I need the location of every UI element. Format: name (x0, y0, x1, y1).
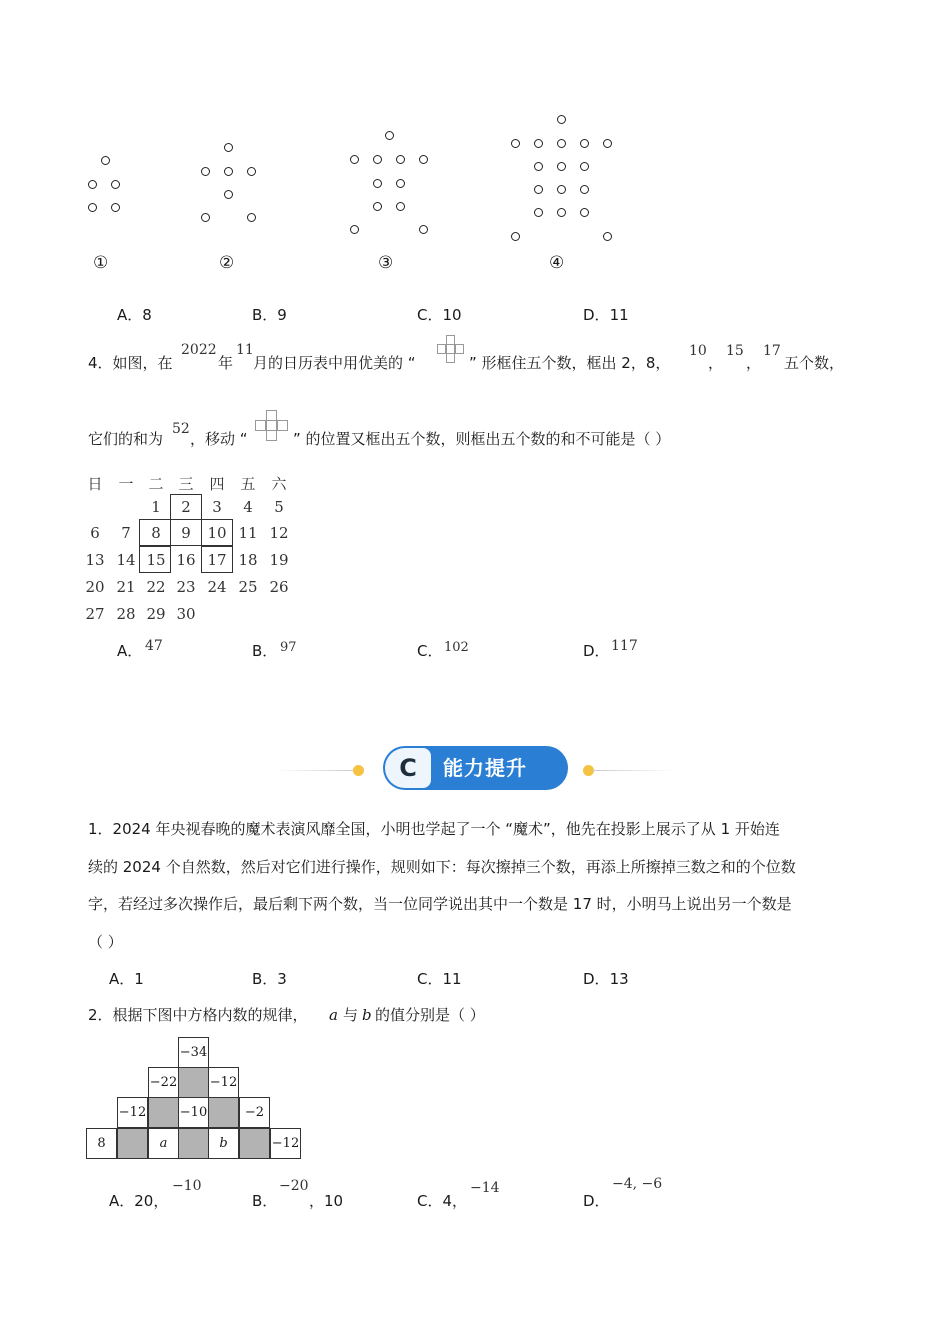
q4-text: 五个数， (784, 354, 845, 372)
p2-option-a-sup: −10 (172, 1178, 202, 1194)
dot (385, 131, 394, 140)
calendar-head: 四 (209, 475, 225, 493)
calendar-day: 28 (116, 605, 136, 623)
calendar-day: 20 (85, 578, 105, 596)
calendar-day: 24 (207, 578, 227, 596)
calendar-head: 一 (118, 475, 134, 493)
calendar-day: 25 (238, 578, 258, 596)
calendar-head: 五 (240, 475, 256, 493)
pyramid-cell-b: b (208, 1128, 239, 1159)
p2-var-a: a (329, 1006, 338, 1024)
p1-option-b[interactable]: B．3 (252, 970, 287, 988)
p1-line: 字，若经过多次操作后，最后剩下两个数，当一位同学说出其中一个数是 17 时，小明马上说出另一个数是 (88, 895, 792, 913)
calendar-day: 5 (274, 498, 284, 516)
pyramid-cell-shaded (178, 1128, 209, 1159)
q4-option-d[interactable]: D． (583, 642, 610, 660)
banner-line-left (275, 770, 357, 771)
pyramid-cell: −2 (239, 1097, 270, 1128)
dot (111, 203, 120, 212)
dot (580, 208, 589, 217)
pyramid-cell: −34 (178, 1037, 209, 1068)
p2-var-b: b (362, 1006, 372, 1024)
dot (396, 179, 405, 188)
pyramid-cell-shaded (117, 1128, 148, 1159)
p2-text: 2．根据下图中方格内数的规律， (88, 1006, 308, 1024)
dot (557, 162, 566, 171)
p1-option-d[interactable]: D．13 (583, 970, 629, 988)
dot (88, 180, 97, 189)
p2-option-c[interactable]: C．4， (417, 1192, 468, 1210)
calendar-day: 16 (176, 551, 196, 569)
banner-dot-left (353, 765, 364, 776)
calendar-day: 22 (146, 578, 166, 596)
q4-text: ，移动 “ (190, 430, 248, 448)
p2-option-b[interactable]: B． (252, 1192, 278, 1210)
banner-line-right (592, 770, 674, 771)
dot (224, 167, 233, 176)
q4-text: ， (746, 354, 762, 372)
calendar-day: 9 (181, 524, 191, 542)
banner-pill (383, 746, 568, 790)
dot (396, 155, 405, 164)
p1-line: 续的 2024 个自然数，然后对它们进行操作，规则如下：每次擦掉三个数，再添上所擦掉三数之和的个位数 (88, 858, 796, 876)
dot (373, 155, 382, 164)
dot (419, 225, 428, 234)
q4-month: 11 (236, 342, 254, 358)
figure-label-2: ② (219, 253, 235, 273)
p2-option-b-sup: −20 (279, 1178, 309, 1194)
dot (580, 139, 589, 148)
calendar-day: 19 (269, 551, 289, 569)
dot (603, 139, 612, 148)
calendar-day: 11 (238, 524, 258, 542)
calendar-head: 日 (87, 475, 103, 493)
q4-num-10: 10 (689, 343, 707, 359)
dot (373, 202, 382, 211)
p1-option-c[interactable]: C．11 (417, 970, 462, 988)
calendar-day: 2 (181, 498, 191, 516)
p2-text: 与 (343, 1006, 359, 1024)
q4-text: ” 的位置又框出五个数，则框出五个数的和不可能是（ ） (293, 430, 671, 448)
pyramid-cell: −12 (117, 1097, 148, 1128)
q4-num-17: 17 (763, 343, 781, 359)
banner-title: 能力提升 (443, 756, 527, 780)
q4-option-a-value: 47 (145, 638, 163, 654)
calendar-day: 6 (90, 524, 100, 542)
dot (350, 225, 359, 234)
dot (557, 139, 566, 148)
pyramid-cell: −22 (148, 1067, 179, 1098)
q3-option-c[interactable]: C．10 (417, 306, 462, 324)
figure-label-3: ③ (378, 253, 394, 273)
dot (247, 213, 256, 222)
q4-text: 年 (218, 354, 234, 372)
dot (557, 208, 566, 217)
q4-text: 4．如图，在 (88, 354, 173, 372)
figure-label-4: ④ (549, 253, 565, 273)
q4-option-d-value: 117 (611, 638, 638, 654)
calendar-day: 23 (176, 578, 196, 596)
dot (111, 180, 120, 189)
dot (88, 203, 97, 212)
calendar-day: 12 (269, 524, 289, 542)
dot (580, 185, 589, 194)
p2-option-b-value: ，10 (309, 1192, 344, 1210)
q4-option-a[interactable]: A． (117, 642, 143, 660)
pyramid-cell: −12 (270, 1128, 301, 1159)
banner-letter: C (399, 754, 417, 782)
dot (580, 162, 589, 171)
calendar-day: 13 (85, 551, 105, 569)
calendar-day: 1 (151, 498, 161, 516)
dot (534, 139, 543, 148)
calendar-day: 8 (151, 524, 161, 542)
calendar-day: 17 (207, 551, 227, 569)
cross-frame-icon (255, 410, 291, 442)
dot (511, 139, 520, 148)
p2-text: 的值分别是（ ） (375, 1006, 485, 1024)
q3-option-d[interactable]: D．11 (583, 306, 629, 324)
p2-option-d[interactable]: D． (583, 1192, 610, 1210)
calendar-day: 21 (116, 578, 136, 596)
pyramid-cell-a: a (148, 1128, 179, 1159)
p2-option-d-sup: −4, −6 (612, 1176, 663, 1192)
dot (511, 232, 520, 241)
pyramid-cell: −12 (208, 1067, 239, 1098)
dot (373, 179, 382, 188)
dot (201, 213, 210, 222)
pyramid-cell-shaded (148, 1097, 179, 1128)
p1-option-a[interactable]: A．1 (109, 970, 144, 988)
pyramid-cell: 8 (86, 1128, 117, 1159)
calendar-day: 10 (207, 524, 227, 542)
q4-option-b-value: 97 (280, 640, 297, 655)
q4-text: 月的日历表中用优美的 “ (253, 354, 416, 372)
dot (201, 167, 210, 176)
calendar-day: 7 (121, 524, 131, 542)
pyramid-cell-shaded (178, 1067, 209, 1098)
dot (534, 162, 543, 171)
calendar-day: 14 (116, 551, 136, 569)
q4-option-c-value: 102 (444, 640, 469, 655)
dot (101, 156, 110, 165)
calendar-day: 4 (243, 498, 253, 516)
calendar-day: 27 (85, 605, 105, 623)
cross-frame-icon (437, 335, 467, 365)
dot (419, 155, 428, 164)
calendar-day: 29 (146, 605, 166, 623)
calendar-head: 六 (271, 475, 287, 493)
dot (247, 167, 256, 176)
q4-text: 它们的和为 (88, 430, 164, 448)
q3-option-a[interactable]: A．8 (117, 306, 152, 324)
p1-line: 1．2024 年央视春晚的魔术表演风靡全国，小明也学起了一个 “魔术”，他先在投影上展示了从 1 开始连 (88, 820, 780, 838)
dot (350, 155, 359, 164)
dot (557, 115, 566, 124)
calendar-day: 3 (212, 498, 222, 516)
dot (557, 185, 566, 194)
dot (534, 208, 543, 217)
dot (534, 185, 543, 194)
calendar-day: 30 (176, 605, 196, 623)
dot (603, 232, 612, 241)
dot (224, 143, 233, 152)
q4-option-b[interactable]: B． (252, 642, 278, 660)
dot (396, 202, 405, 211)
pyramid-cell-shaded (239, 1128, 270, 1159)
q4-option-c[interactable]: C． (417, 642, 443, 660)
dot (224, 190, 233, 199)
q4-num-15: 15 (726, 343, 744, 359)
pyramid-cell: −10 (178, 1097, 209, 1128)
calendar-head: 三 (178, 475, 194, 493)
q3-option-b[interactable]: B．9 (252, 306, 287, 324)
q4-year: 2022 (181, 342, 217, 358)
q4-text: ” 形框住五个数，框出 2，8， (469, 354, 671, 372)
p2-option-a[interactable]: A．20， (109, 1192, 169, 1210)
p2-option-c-sup: −14 (470, 1180, 500, 1196)
q4-sum: 52 (172, 421, 190, 437)
pyramid-cell-shaded (208, 1097, 239, 1128)
calendar-head: 二 (148, 475, 164, 493)
figure-label-1: ① (93, 253, 109, 273)
q4-text: ， (708, 354, 724, 372)
calendar-day: 18 (238, 551, 258, 569)
p1-line: （ ） (88, 933, 123, 951)
calendar-day: 26 (269, 578, 289, 596)
calendar-day: 15 (146, 551, 166, 569)
